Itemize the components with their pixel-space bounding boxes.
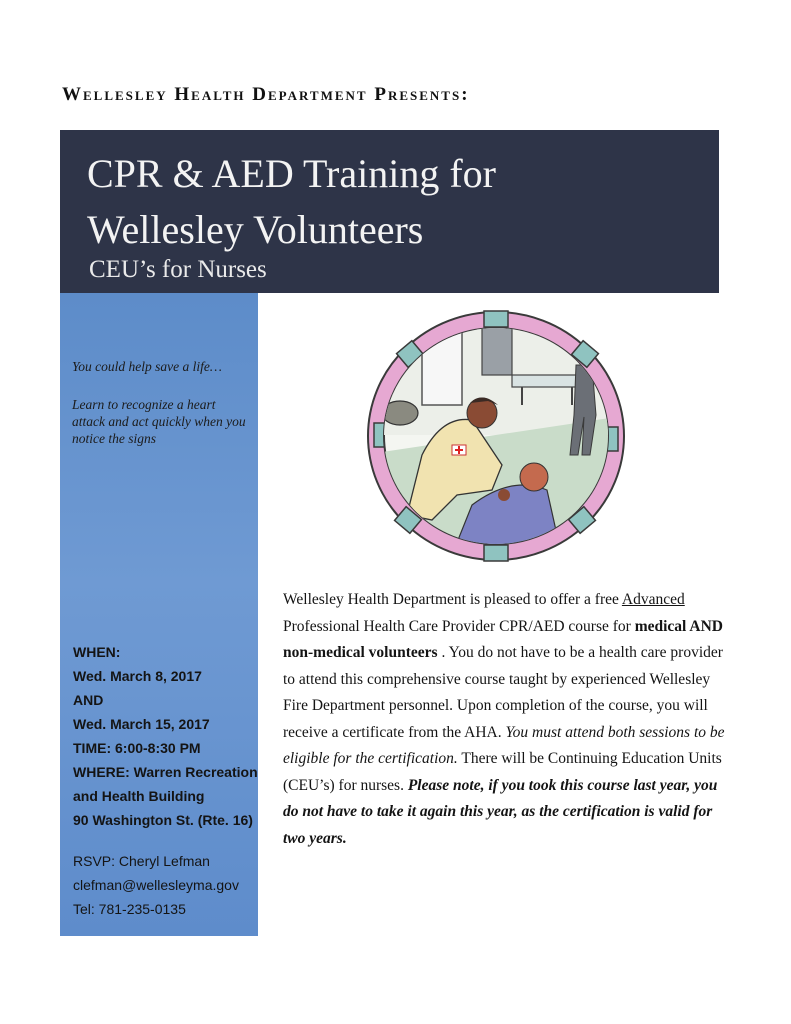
- tagline-save-life: You could help save a life…: [72, 359, 222, 374]
- when-label: WHEN:: [73, 644, 121, 660]
- page-title-line1: CPR & AED Training for: [87, 151, 496, 196]
- rsvp-email[interactable]: clefman@wellesleyma.gov: [73, 877, 239, 893]
- desc-volunteers-bold: medical AND non-medical volunteers: [283, 617, 723, 661]
- where-line-2: and Health Building: [73, 788, 205, 804]
- cpr-illustration-svg: [362, 305, 630, 570]
- tagline-recognize: Learn to recognize a heart attack and act quickly when you notice the signs: [72, 397, 246, 446]
- presenter-heading: Wellesley Health Department Presents:: [62, 84, 470, 105]
- cpr-illustration: [362, 305, 630, 570]
- desc-please-note: Please note, if you took this course last year, you do not have to take it again this year, as the certification is valid for two years.: [283, 776, 718, 847]
- title-banner: [60, 130, 719, 293]
- desc-part-2: Professional Health Care Provider CPR/AED course for: [283, 617, 635, 635]
- page-title-line2: Wellesley Volunteers: [87, 207, 424, 252]
- rsvp-phone: Tel: 781-235-0135: [73, 901, 186, 917]
- and-label: AND: [73, 692, 104, 708]
- time-info: TIME: 6:00-8:30 PM: [73, 740, 201, 756]
- page-subtitle: CEU’s for Nurses: [89, 256, 267, 283]
- rsvp-contact: RSVP: Cheryl Lefman: [73, 853, 210, 869]
- desc-attend-both: You must attend both sessions to be eligible for the certification.: [283, 723, 725, 767]
- date-1: Wed. March 8, 2017: [73, 668, 202, 684]
- course-description: [283, 587, 728, 852]
- date-2: Wed. March 15, 2017: [73, 716, 210, 732]
- desc-part-4: There will be Continuing Education Units (CEU’s) for nurses.: [283, 750, 722, 794]
- desc-part-3: . You do not have to be a health care provider to attend this comprehensive course taught by experienced Wellesley Fire Department personnel. Upon completion of the course, you will receive a certificate from the AHA.: [283, 644, 723, 741]
- desc-advanced: Advanced: [621, 591, 685, 608]
- event-sidebar: [60, 293, 258, 936]
- desc-part-1: Wellesley Health Department is pleased to offer a free: [283, 591, 622, 608]
- where-line-3: 90 Washington St. (Rte. 16): [73, 812, 253, 828]
- where-line-1: WHERE: Warren Recreation: [73, 764, 258, 780]
